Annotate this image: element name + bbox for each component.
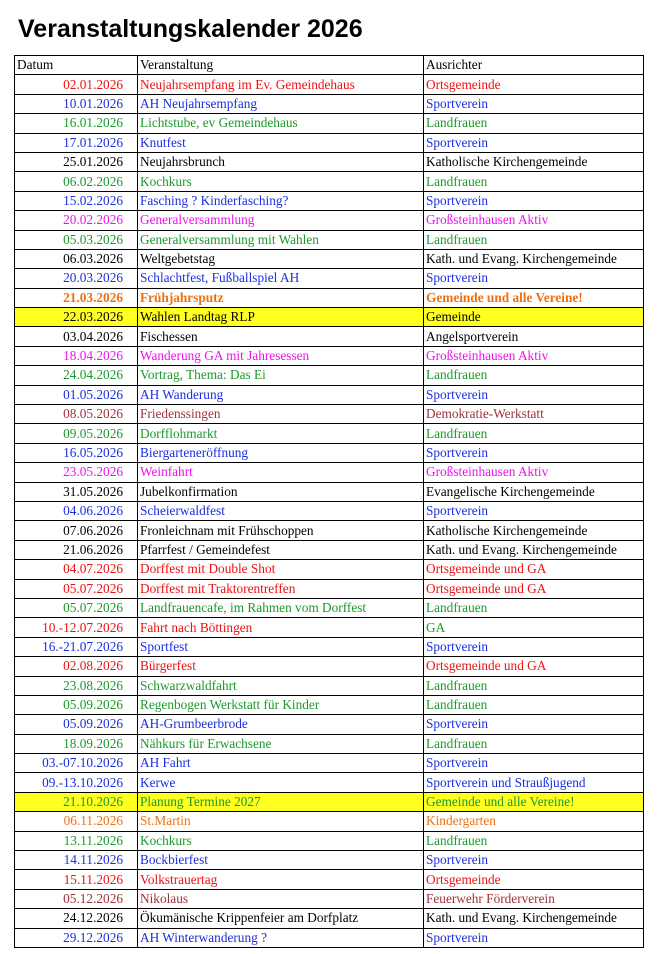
table-row xyxy=(15,637,644,656)
event-host: Angelsportverein xyxy=(424,327,644,346)
event-host: GA xyxy=(424,618,644,637)
event-date: 05.09.2026 xyxy=(15,715,138,734)
event-name: Planung Termine 2027 xyxy=(138,792,424,811)
event-host: Landfrauen xyxy=(424,598,644,617)
event-name: Neujahrsbrunch xyxy=(138,152,424,171)
event-date: 05.07.2026 xyxy=(15,598,138,617)
event-host: Kindergarten xyxy=(424,812,644,831)
table-row xyxy=(15,928,644,947)
table-row xyxy=(15,618,644,637)
event-host: Landfrauen xyxy=(424,695,644,714)
event-name: Scheierwaldfest xyxy=(138,501,424,520)
table-header-row xyxy=(15,56,644,75)
event-date: 06.03.2026 xyxy=(15,249,138,268)
event-host: Ortsgemeinde xyxy=(424,75,644,94)
event-date: 16.05.2026 xyxy=(15,443,138,462)
event-name: Lichtstube, ev Gemeindehaus xyxy=(138,114,424,133)
table-row xyxy=(15,152,644,171)
event-name: Kochkurs xyxy=(138,172,424,191)
table-row xyxy=(15,172,644,191)
event-date: 23.08.2026 xyxy=(15,676,138,695)
event-host: Gemeinde xyxy=(424,308,644,327)
table-row xyxy=(15,715,644,734)
event-host: Sportverein xyxy=(424,269,644,288)
event-host: Kath. und Evang. Kirchengemeinde xyxy=(424,540,644,559)
event-host: Großsteinhausen Aktiv xyxy=(424,211,644,230)
event-host: Sportverein xyxy=(424,94,644,113)
event-date: 13.11.2026 xyxy=(15,831,138,850)
event-name: Friedenssingen xyxy=(138,405,424,424)
event-host: Sportverein xyxy=(424,501,644,520)
event-name: Nikolaus xyxy=(138,889,424,908)
event-date: 03.04.2026 xyxy=(15,327,138,346)
table-row xyxy=(15,676,644,695)
table-row xyxy=(15,327,644,346)
event-name: AH Fahrt xyxy=(138,754,424,773)
event-host: Landfrauen xyxy=(424,172,644,191)
event-host: Landfrauen xyxy=(424,366,644,385)
table-row xyxy=(15,385,644,404)
event-name: Dorfflohmarkt xyxy=(138,424,424,443)
table-row xyxy=(15,424,644,443)
table-row xyxy=(15,909,644,928)
table-row xyxy=(15,482,644,501)
table-row xyxy=(15,579,644,598)
table-row xyxy=(15,269,644,288)
event-date: 22.03.2026 xyxy=(15,308,138,327)
event-date: 09.05.2026 xyxy=(15,424,138,443)
event-host: Sportverein xyxy=(424,754,644,773)
event-name: AH Winterwanderung ? xyxy=(138,928,424,947)
table-row xyxy=(15,870,644,889)
event-host: Katholische Kirchengemeinde xyxy=(424,521,644,540)
event-name: Schlachtfest, Fußballspiel AH xyxy=(138,269,424,288)
event-date: 04.07.2026 xyxy=(15,560,138,579)
event-name: Sportfest xyxy=(138,637,424,656)
header-event: Veranstaltung xyxy=(138,56,424,75)
event-date: 24.04.2026 xyxy=(15,366,138,385)
event-name: Fischessen xyxy=(138,327,424,346)
event-name: Weinfahrt xyxy=(138,463,424,482)
table-row xyxy=(15,346,644,365)
table-row xyxy=(15,191,644,210)
event-name: Volkstrauertag xyxy=(138,870,424,889)
event-date: 10.-12.07.2026 xyxy=(15,618,138,637)
event-date: 31.05.2026 xyxy=(15,482,138,501)
event-name: Jubelkonfirmation xyxy=(138,482,424,501)
event-date: 16.-21.07.2026 xyxy=(15,637,138,656)
header-host: Ausrichter xyxy=(424,56,644,75)
table-row xyxy=(15,889,644,908)
event-date: 20.03.2026 xyxy=(15,269,138,288)
event-host: Landfrauen xyxy=(424,734,644,753)
event-date: 14.11.2026 xyxy=(15,851,138,870)
event-name: AH-Grumbeerbrode xyxy=(138,715,424,734)
event-name: Wahlen Landtag RLP xyxy=(138,308,424,327)
table-row xyxy=(15,133,644,152)
event-date: 18.04.2026 xyxy=(15,346,138,365)
event-name: Knutfest xyxy=(138,133,424,152)
event-name: Kerwe xyxy=(138,773,424,792)
table-row xyxy=(15,540,644,559)
table-row xyxy=(15,734,644,753)
event-date: 09.-13.10.2026 xyxy=(15,773,138,792)
header-date: Datum xyxy=(15,56,138,75)
event-date: 21.03.2026 xyxy=(15,288,138,307)
event-name: AH Wanderung xyxy=(138,385,424,404)
event-date: 23.05.2026 xyxy=(15,463,138,482)
event-name: Biergarteneröffnung xyxy=(138,443,424,462)
event-host: Gemeinde und alle Vereine! xyxy=(424,792,644,811)
event-name: Fahrt nach Böttingen xyxy=(138,618,424,637)
event-host: Feuerwehr Förderverein xyxy=(424,889,644,908)
event-name: Generalversammlung mit Wahlen xyxy=(138,230,424,249)
event-host: Sportverein xyxy=(424,443,644,462)
table-row xyxy=(15,405,644,424)
event-date: 18.09.2026 xyxy=(15,734,138,753)
event-date: 05.09.2026 xyxy=(15,695,138,714)
event-date: 17.01.2026 xyxy=(15,133,138,152)
table-row xyxy=(15,598,644,617)
event-date: 08.05.2026 xyxy=(15,405,138,424)
event-name: Ökumänische Krippenfeier am Dorfplatz xyxy=(138,909,424,928)
page-title: Veranstaltungskalender 2026 xyxy=(18,15,363,43)
event-date: 20.02.2026 xyxy=(15,211,138,230)
table-row xyxy=(15,521,644,540)
event-date: 05.12.2026 xyxy=(15,889,138,908)
event-host: Sportverein xyxy=(424,385,644,404)
event-host: Sportverein xyxy=(424,851,644,870)
event-name: Generalversammlung xyxy=(138,211,424,230)
event-date: 10.01.2026 xyxy=(15,94,138,113)
event-host: Landfrauen xyxy=(424,831,644,850)
event-name: Dorffest mit Double Shot xyxy=(138,560,424,579)
event-name: Schwarzwaldfahrt xyxy=(138,676,424,695)
event-host: Evangelische Kirchengemeinde xyxy=(424,482,644,501)
event-host: Ortsgemeinde und GA xyxy=(424,657,644,676)
event-host: Sportverein xyxy=(424,928,644,947)
event-name: Bürgerfest xyxy=(138,657,424,676)
table-row xyxy=(15,443,644,462)
event-date: 16.01.2026 xyxy=(15,114,138,133)
event-name: AH Neujahrsempfang xyxy=(138,94,424,113)
event-host: Landfrauen xyxy=(424,424,644,443)
event-date: 21.10.2026 xyxy=(15,792,138,811)
event-name: Neujahrsempfang im Ev. Gemeindehaus xyxy=(138,75,424,94)
event-name: Bockbierfest xyxy=(138,851,424,870)
table-row xyxy=(15,560,644,579)
event-name: Fasching ? Kinderfasching? xyxy=(138,191,424,210)
event-name: Vortrag, Thema: Das Ei xyxy=(138,366,424,385)
event-host: Ortsgemeinde und GA xyxy=(424,579,644,598)
event-host: Sportverein xyxy=(424,191,644,210)
event-name: Dorffest mit Traktorentreffen xyxy=(138,579,424,598)
table-row xyxy=(15,249,644,268)
event-host: Ortsgemeinde und GA xyxy=(424,560,644,579)
event-name: Regenbogen Werkstatt für Kinder xyxy=(138,695,424,714)
event-host: Gemeinde und alle Vereine! xyxy=(424,288,644,307)
event-calendar-table xyxy=(14,55,644,948)
table-row xyxy=(15,657,644,676)
table-row xyxy=(15,851,644,870)
event-name: Kochkurs xyxy=(138,831,424,850)
table-row xyxy=(15,773,644,792)
event-date: 01.05.2026 xyxy=(15,385,138,404)
event-name: Wanderung GA mit Jahresessen xyxy=(138,346,424,365)
table-row xyxy=(15,366,644,385)
event-date: 02.08.2026 xyxy=(15,657,138,676)
event-date: 04.06.2026 xyxy=(15,501,138,520)
table-row xyxy=(15,75,644,94)
event-date: 21.06.2026 xyxy=(15,540,138,559)
table-row xyxy=(15,308,644,327)
table-row xyxy=(15,812,644,831)
event-date: 06.02.2026 xyxy=(15,172,138,191)
event-date: 07.06.2026 xyxy=(15,521,138,540)
event-date: 29.12.2026 xyxy=(15,928,138,947)
table-row xyxy=(15,695,644,714)
event-date: 25.01.2026 xyxy=(15,152,138,171)
event-host: Landfrauen xyxy=(424,676,644,695)
event-host: Sportverein xyxy=(424,637,644,656)
event-host: Demokratie-Werkstatt xyxy=(424,405,644,424)
event-date: 15.02.2026 xyxy=(15,191,138,210)
event-date: 05.03.2026 xyxy=(15,230,138,249)
event-name: Frühjahrsputz xyxy=(138,288,424,307)
event-host: Großsteinhausen Aktiv xyxy=(424,346,644,365)
event-date: 02.01.2026 xyxy=(15,75,138,94)
event-host: Katholische Kirchengemeinde xyxy=(424,152,644,171)
event-host: Großsteinhausen Aktiv xyxy=(424,463,644,482)
table-row xyxy=(15,792,644,811)
table-row xyxy=(15,501,644,520)
event-host: Kath. und Evang. Kirchengemeinde xyxy=(424,909,644,928)
event-name: Landfrauencafe, im Rahmen vom Dorffest xyxy=(138,598,424,617)
event-date: 06.11.2026 xyxy=(15,812,138,831)
event-host: Landfrauen xyxy=(424,114,644,133)
event-host: Sportverein und Straußjugend xyxy=(424,773,644,792)
event-date: 15.11.2026 xyxy=(15,870,138,889)
event-host: Sportverein xyxy=(424,133,644,152)
event-host: Ortsgemeinde xyxy=(424,870,644,889)
table-row xyxy=(15,288,644,307)
event-host: Landfrauen xyxy=(424,230,644,249)
table-row xyxy=(15,94,644,113)
table-row xyxy=(15,754,644,773)
table-row xyxy=(15,230,644,249)
event-name: St.Martin xyxy=(138,812,424,831)
event-name: Weltgebetstag xyxy=(138,249,424,268)
event-name: Fronleichnam mit Frühschoppen xyxy=(138,521,424,540)
table-body xyxy=(15,56,644,948)
table-row xyxy=(15,211,644,230)
event-name: Pfarrfest / Gemeindefest xyxy=(138,540,424,559)
table-row xyxy=(15,114,644,133)
event-date: 05.07.2026 xyxy=(15,579,138,598)
table-row xyxy=(15,831,644,850)
event-date: 24.12.2026 xyxy=(15,909,138,928)
event-date: 03.-07.10.2026 xyxy=(15,754,138,773)
event-host: Kath. und Evang. Kirchengemeinde xyxy=(424,249,644,268)
event-host: Sportverein xyxy=(424,715,644,734)
event-name: Nähkurs für Erwachsene xyxy=(138,734,424,753)
table-row xyxy=(15,463,644,482)
